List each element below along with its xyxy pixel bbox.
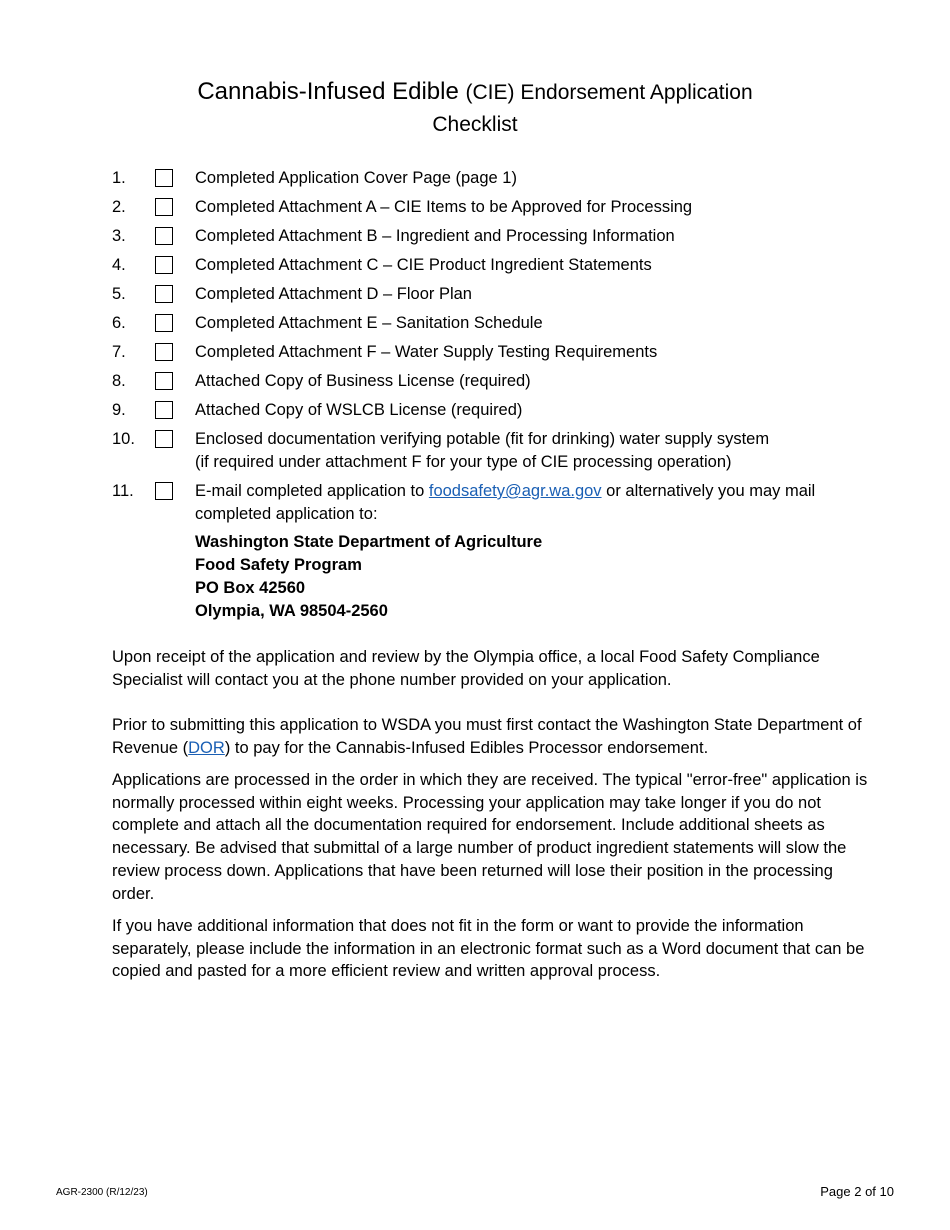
address-city: Olympia, WA 98504-2560	[195, 602, 388, 620]
item-text: Completed Attachment D – Floor Plan	[195, 285, 472, 303]
checklist-item-9	[112, 399, 872, 428]
item-text: Completed Application Cover Page (page 1)	[195, 169, 517, 187]
item-number: 10.	[112, 430, 135, 448]
item-number: 6.	[112, 314, 126, 332]
checklist-item-6	[112, 312, 872, 341]
checkbox[interactable]	[155, 256, 173, 274]
checklist-item-8	[112, 370, 872, 399]
item-text-line2: (if required under attachment F for your type of CIE processing operation)	[195, 453, 732, 471]
item-text: Completed Attachment B – Ingredient and Processing Information	[195, 227, 675, 245]
checkbox[interactable]	[155, 430, 173, 448]
address-program: Food Safety Program	[195, 556, 362, 574]
title-suffix: Endorsement Application	[514, 81, 753, 104]
form-id: AGR-2300 (R/12/23)	[56, 1187, 148, 1198]
checklist-item-2	[112, 196, 872, 225]
item-number: 9.	[112, 401, 126, 419]
prior-paragraph	[112, 714, 872, 759]
checklist-item-5	[112, 283, 872, 312]
page-title	[0, 76, 950, 141]
address-po-box: PO Box 42560	[195, 579, 306, 597]
item-number: 1.	[112, 169, 126, 187]
checklist-item-3	[112, 225, 872, 254]
checkbox[interactable]	[155, 482, 173, 500]
item-text: Attached Copy of Business License (required)	[195, 372, 531, 390]
checkbox[interactable]	[155, 314, 173, 332]
item-text: Attached Copy of WSLCB License (required)	[195, 401, 523, 419]
item-number: 11.	[112, 482, 134, 500]
title-abbreviation: (CIE)	[465, 81, 515, 104]
checklist-item-1	[112, 167, 872, 196]
item-text: Completed Attachment F – Water Supply Testing Requirements	[195, 343, 658, 361]
item-text: Completed Attachment C – CIE Product Ingredient Statements	[195, 256, 652, 274]
checkbox[interactable]	[155, 198, 173, 216]
item-number: 7.	[112, 343, 126, 361]
address-org: Washington State Department of Agriculture	[195, 533, 543, 551]
mail-alternative: or alternatively you may mail	[601, 482, 816, 500]
title-main: Cannabis-Infused Edible	[197, 78, 466, 105]
item-text-line2: completed application to:	[195, 505, 378, 523]
checkbox[interactable]	[155, 343, 173, 361]
processing-paragraph: Applications are processed in the order in which they are received. The typical "error-free" application is normally processed within eight weeks. Processing your application may take longer if you do not complete and attach all the documentation required for endorsement. Include additional sheets as necessary. Be advised that submittal of a large number of product ingredient statements will slow the review process down. Applications that have been returned will lose their position in the processing order.	[112, 771, 868, 903]
checklist-item-7	[112, 341, 872, 370]
item-text	[195, 480, 875, 526]
item-number: 8.	[112, 372, 126, 390]
receipt-paragraph: Upon receipt of the application and review by the Olympia office, a local Food Safety Compliance Specialist will contact you at the phone number provided on your application.	[112, 648, 820, 689]
checklist	[112, 167, 872, 532]
item-number: 5.	[112, 285, 126, 303]
item-number: 2.	[112, 198, 126, 216]
prior-text: Prior to submitting this application to WSDA you must first contact the Washington State Department of Revenue (	[112, 716, 862, 757]
item-number: 3.	[112, 227, 126, 245]
page-subtitle: Checklist	[432, 113, 518, 136]
checkbox[interactable]	[155, 285, 173, 303]
checklist-item-4	[112, 254, 872, 283]
mailing-address	[195, 531, 542, 623]
page-number: Page 2 of 10	[820, 1184, 894, 1199]
dor-link[interactable]: DOR	[188, 738, 225, 757]
email-instruction: E-mail completed application to	[195, 482, 429, 500]
checklist-item-11	[112, 480, 872, 532]
prior-text-end: ) to pay for the Cannabis-Infused Edibles Processor endorsement.	[224, 738, 709, 757]
item-text-line1: Enclosed documentation verifying potable (fit for drinking) water supply system	[195, 430, 770, 448]
checklist-item-10	[112, 428, 872, 480]
checkbox[interactable]	[155, 372, 173, 390]
email-link[interactable]: foodsafety@agr.wa.gov	[428, 482, 602, 500]
checkbox[interactable]	[155, 227, 173, 245]
item-text: Completed Attachment A – CIE Items to be Approved for Processing	[195, 198, 693, 216]
item-number: 4.	[112, 256, 126, 274]
checkbox[interactable]	[155, 401, 173, 419]
additional-info-paragraph: If you have additional information that does not fit in the form or want to provide the information separately, please include the information in an electronic format such as a Word document that can be copied and pasted for a more efficient review and written approval process.	[112, 917, 865, 981]
item-text: Completed Attachment E – Sanitation Schedule	[195, 314, 543, 332]
checkbox[interactable]	[155, 169, 173, 187]
item-text	[195, 428, 875, 474]
